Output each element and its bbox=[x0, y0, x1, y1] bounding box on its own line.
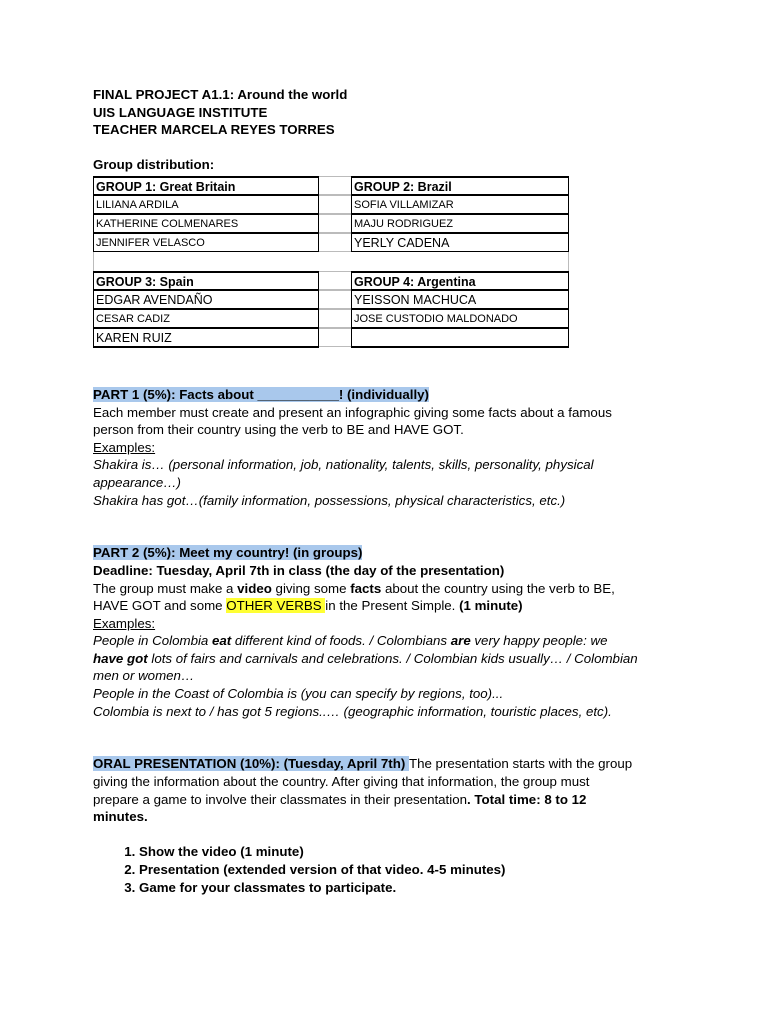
part2-body-line: The group must make a video giving some facts about the country using the verb to BE, bbox=[93, 580, 615, 596]
part1-body: Each member must create and present an infographic giving some facts about a famous bbox=[93, 404, 612, 420]
part2-body-line: HAVE GOT and some OTHER VERBS in the Present Simple. (1 minute) bbox=[93, 598, 523, 614]
group-2-member: YERLY CADENA bbox=[351, 233, 569, 252]
part1-heading: PART 1 (5%): Facts about ___________! (individually) bbox=[93, 386, 429, 402]
group-3-member: EDGAR AVENDAÑO bbox=[93, 290, 319, 309]
teacher-name: TEACHER MARCELA REYES TORRES bbox=[93, 122, 335, 138]
group-3-title: GROUP 3: Spain bbox=[93, 271, 319, 290]
part2-heading: PART 2 (5%): Meet my country! (in groups) bbox=[93, 545, 363, 561]
other-verbs-highlight: OTHER VERBS bbox=[226, 598, 326, 614]
project-title: FINAL PROJECT A1.1: Around the world bbox=[93, 87, 348, 102]
group-1-member: LILIANA ARDILA bbox=[93, 195, 319, 214]
part2-example: People in Colombia eat different kind of foods. / Colombians are very happy people: we bbox=[93, 633, 608, 649]
oral-line: prepare a game to involve their classmates in their presentation. Total time: 8 to 12 bbox=[93, 791, 587, 807]
oral-line: ORAL PRESENTATION (10%): (Tuesday, April 7th) The presentation starts with the group bbox=[93, 756, 633, 772]
groups-heading: Group distribution: bbox=[93, 157, 215, 173]
part2-deadline: Deadline: Tuesday, April 7th in class (the day of the presentation) bbox=[93, 562, 505, 578]
group-4-member bbox=[351, 328, 569, 348]
group-1-member: JENNIFER VELASCO bbox=[93, 233, 319, 252]
part1-example: Shakira has got…(family information, possessions, physical characteristics, etc.) bbox=[93, 492, 566, 508]
step-item: 3. Game for your classmates to participate. bbox=[139, 879, 683, 897]
group-4-title: GROUP 4: Argentina bbox=[351, 271, 569, 290]
part1-examples-label: Examples: bbox=[93, 439, 156, 455]
part1-body: person from their country using the verb to BE and HAVE GOT. bbox=[93, 422, 464, 438]
part1-example: Shakira is… (personal information, job, nationality, talents, skills, personality, physical bbox=[93, 457, 594, 473]
group-2-member: SOFIA VILLAMIZAR bbox=[351, 195, 569, 214]
group-1-title: GROUP 1: Great Britain bbox=[93, 176, 319, 195]
part1-example: appearance…) bbox=[93, 474, 181, 490]
part2-example: People in the Coast of Colombia is (you can specify by regions, too)... bbox=[93, 686, 504, 702]
oral-body: minutes. bbox=[93, 809, 148, 825]
group-4-member: YEISSON MACHUCA bbox=[351, 290, 569, 309]
part2-examples-label: Examples: bbox=[93, 615, 156, 631]
part2-example: men or women… bbox=[93, 668, 195, 684]
part2-example: Colombia is next to / has got 5 regions..… (geographic information, touristic places, etc). bbox=[93, 703, 612, 719]
group-distribution-table bbox=[93, 176, 569, 356]
part2-example: have got lots of fairs and carnivals and celebrations. / Colombian kids usually… / Colombian bbox=[93, 650, 638, 666]
step-item: 2. Presentation (extended version of that video. 4-5 minutes) bbox=[139, 861, 683, 879]
group-1-member: KATHERINE COLMENARES bbox=[93, 214, 319, 233]
group-3-member: CESAR CADIZ bbox=[93, 309, 319, 328]
institute-name: UIS LANGUAGE INSTITUTE bbox=[93, 104, 268, 120]
step-item: 1. Show the video (1 minute) bbox=[139, 843, 683, 861]
group-4-member: JOSE CUSTODIO MALDONADO bbox=[351, 309, 569, 328]
group-3-member: KAREN RUIZ bbox=[93, 328, 319, 348]
group-2-title: GROUP 2: Brazil bbox=[351, 176, 569, 195]
oral-body: giving the information about the country. After giving that information, the group must bbox=[93, 774, 590, 790]
presentation-steps bbox=[93, 843, 683, 896]
document-page bbox=[93, 86, 683, 896]
oral-heading: ORAL PRESENTATION (10%): (Tuesday, April 7th) bbox=[93, 756, 409, 772]
group-2-member: MAJU RODRIGUEZ bbox=[351, 214, 569, 233]
